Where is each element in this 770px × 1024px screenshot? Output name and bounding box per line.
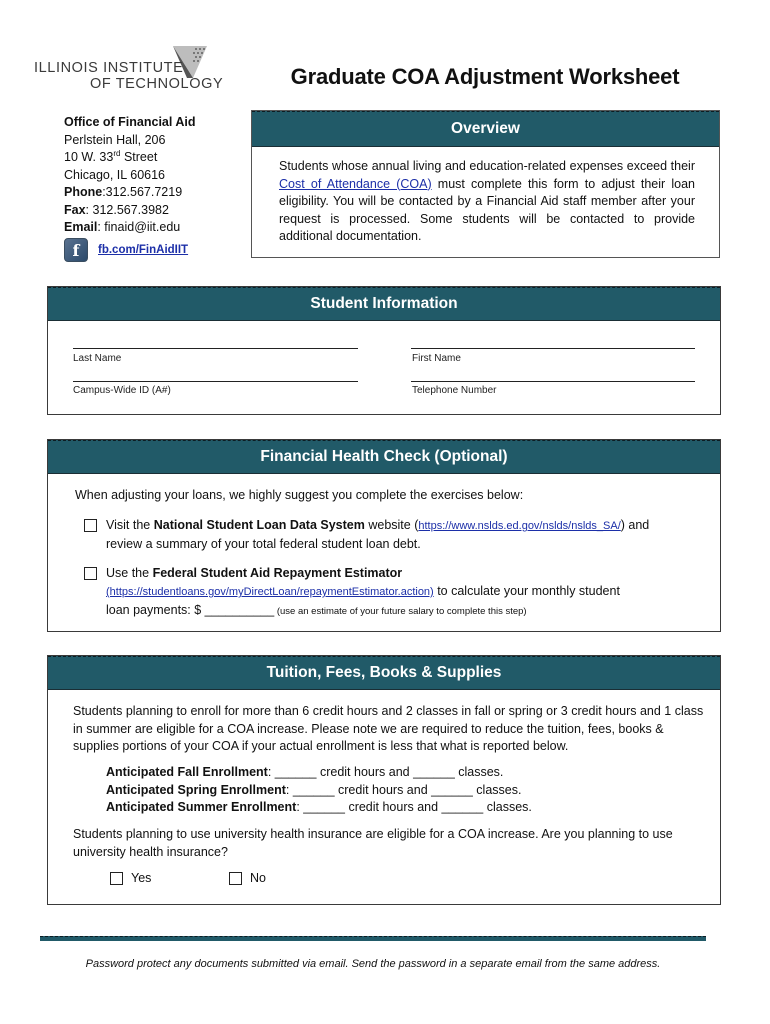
facebook-icon: f xyxy=(64,238,88,262)
repayment-checkbox[interactable] xyxy=(84,567,97,580)
first-name-label: First Name xyxy=(412,353,461,364)
iit-logo xyxy=(30,44,230,94)
overview-text: Students whose annual living and education-related expenses exceed their Cost of Attendance (COA) must complete this form to adjust their loan eligibility. You will be contacted by a Financial Aid staff member after your request is processed. Some students will be contacted to provide additional documentation. xyxy=(279,159,695,243)
yes-option[interactable] xyxy=(110,871,151,885)
city: Chicago, IL 60616 xyxy=(64,167,166,182)
campus-id-field[interactable] xyxy=(73,381,358,382)
contact-info xyxy=(64,114,196,237)
last-name-field[interactable] xyxy=(73,348,358,349)
monthly-payment-field[interactable]: loan payments: $ __________ xyxy=(106,603,275,617)
facebook-row xyxy=(64,238,188,262)
tuition-header: Tuition, Fees, Books & Supplies xyxy=(48,656,720,690)
repayment-estimator-link[interactable]: (https://studentloans.gov/myDirectLoan/repaymentEstimator.action) xyxy=(106,586,434,598)
logo-line2: OF TECHNOLOGY xyxy=(90,76,224,92)
repayment-item: Use the Federal Student Aid Repayment Estimator (https://studentloans.gov/myDirectLoan/repaymentEstimator.action) to calculate your monthly student loan payments: $ __________ (use an estimate of your future salary to complete this step) xyxy=(84,564,704,621)
campus-id-label: Campus-Wide ID (A#) xyxy=(73,385,171,396)
nslds-link[interactable]: https://www.nslds.ed.gov/nslds/nslds_SA/ xyxy=(418,520,621,532)
nslds-item: Visit the National Student Loan Data System website (https://www.nslds.ed.gov/nslds/nslds_SA/) and review a summary of your total federal student loan debt. xyxy=(84,516,704,553)
telephone-label: Telephone Number xyxy=(412,385,497,396)
fax: Fax: 312.567.3982 xyxy=(64,202,169,217)
office-name: Office of Financial Aid xyxy=(64,115,196,129)
email: Email: finaid@iit.edu xyxy=(64,220,181,234)
page-title: Graduate COA Adjustment Worksheet xyxy=(290,64,680,89)
tuition-panel xyxy=(47,655,721,905)
financial-health-header: Financial Health Check (Optional) xyxy=(48,440,720,474)
nslds-checkbox[interactable] xyxy=(84,519,97,532)
tuition-paragraph: Students planning to enroll for more than 6 credit hours and 2 classes in fall or spring or 3 credit hours and 1 class in summer are eligible for a COA increase. Please note we are required to reduce the tuition, fees, books & supplies portions of your COA if your actual enrollment is less that what is reported below. xyxy=(73,704,704,753)
coa-link[interactable]: Cost of Attendance (COA) xyxy=(279,176,432,191)
logo-line1: ILLINOIS INSTITUTE xyxy=(34,60,184,76)
no-label: No xyxy=(250,871,266,885)
footer-note: Password protect any documents submitted via email. Send the password in a separate email from the same address. xyxy=(85,958,661,970)
student-info-panel xyxy=(47,286,721,415)
yes-label: Yes xyxy=(131,871,152,885)
overview-header: Overview xyxy=(252,111,719,147)
street: 10 W. 33rd Street xyxy=(64,149,158,164)
phone: Phone:312.567.7219 xyxy=(64,185,183,199)
overview-panel xyxy=(251,110,720,258)
footer-divider xyxy=(40,936,706,941)
facebook-link[interactable]: fb.com/FinAidIIT xyxy=(98,244,189,256)
student-info-header: Student Information xyxy=(48,287,720,321)
spring-enrollment[interactable]: Anticipated Spring Enrollment: ______ credit hours and ______ classes. xyxy=(106,782,522,797)
summer-enrollment[interactable]: Anticipated Summer Enrollment: ______ credit hours and ______ classes. xyxy=(106,800,532,814)
no-option[interactable] xyxy=(229,871,266,885)
enrollment-list xyxy=(106,764,532,817)
first-name-field[interactable] xyxy=(411,348,695,349)
health-intro: When adjusting your loans, we highly suggest you complete the exercises below: xyxy=(75,488,524,502)
health-insurance-question: Students planning to use university health insurance are eligible for a COA increase. Are you planning to use university health insurance? xyxy=(73,827,673,859)
telephone-field[interactable] xyxy=(411,381,695,382)
building: Perlstein Hall, 206 xyxy=(64,132,166,147)
no-checkbox[interactable] xyxy=(229,872,242,885)
fall-enrollment[interactable]: Anticipated Fall Enrollment: ______ credit hours and ______ classes. xyxy=(106,765,504,779)
last-name-label: Last Name xyxy=(73,353,122,364)
yes-checkbox[interactable] xyxy=(110,872,123,885)
financial-health-panel xyxy=(47,439,721,632)
